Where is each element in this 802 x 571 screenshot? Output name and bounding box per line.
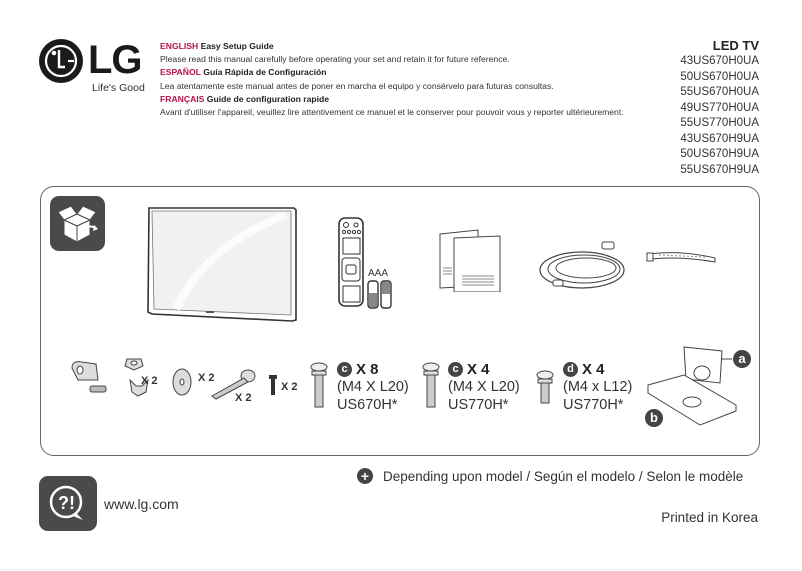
intro-text: Avant d'utiliser l'appareil, veuillez lire attentivement ce manuel et le conserver pour pouvoir vous y reporter ultérieurement. [160,107,624,118]
battery-icon [367,279,393,309]
intro-spanish [160,66,630,92]
guide-title: Guía Rápida de Configuración [203,67,327,78]
lang-label: ESPAÑOL [160,67,201,78]
screw-d-us770h [563,361,632,414]
screw-d-icon [536,370,554,406]
svg-text:?!: ?! [58,493,75,513]
model-number: 50US670H0UA [680,70,759,83]
bracket-clip-icon [68,358,116,398]
screw-spec: (M4 X L20) [337,379,409,395]
screw-quantity: X 8 [356,361,379,378]
screw-c-icon [310,362,328,410]
screw-model: US670H* [337,397,398,413]
guide-title: Easy Setup Guide [200,41,274,51]
guide-title: Guide de configuration rapide [206,93,330,104]
lang-label: FRANÇAIS [160,93,205,104]
battery-label: AAA [368,268,389,279]
bolt-quantity: X 2 [235,392,252,404]
hex-nut-icon [124,356,144,372]
brand-tagline: Life's Good [92,82,145,94]
screw-quantity: X 4 [582,361,605,378]
model-number: 50US670H9UA [680,148,759,160]
small-screw-icon [268,374,278,396]
product-type: LED TV [712,38,759,53]
stand-label-a: a [733,350,751,368]
screw-spec: (M4 X L20) [448,379,520,395]
open-box-icon [50,196,105,251]
model-number: 55US670H9UA [680,163,759,176]
tv-illustration [146,205,298,323]
screw-badge: c [448,362,463,377]
intro-text: Please read this manual carefully before operating your set and retain it for future reference. [160,54,510,65]
screw-c-icon [422,362,440,410]
intro-english [160,40,630,66]
website-link[interactable]: www.lg.com [104,496,179,512]
model-number: 55US670H0UA [680,86,759,98]
screw-spec: (M4 x L12) [563,379,633,395]
model-number: 43US670H9UA [680,132,759,145]
stand-label-b: b [645,409,663,427]
intro-text: Lea atentamente este manual antes de poner en marcha el equipo y consérvelo para futuras consultas. [160,80,554,91]
screw-model: US770H* [563,397,624,413]
model-number: 55US770H0UA [680,117,759,129]
cable-tie-icon [645,248,717,270]
washer-quantity: X 2 [198,372,215,384]
brand-name: LG [88,38,142,82]
screw-c-us770h [448,361,520,414]
help-question-icon [39,476,97,531]
lang-label: ENGLISH [160,41,199,51]
model-note [357,468,743,484]
small-screw-quantity: X 2 [281,381,298,393]
model-number: 43US670H0UA [680,55,759,67]
screw-badge: c [337,362,352,377]
nut-quantity: X 2 [141,375,158,387]
lg-logo-icon [39,39,83,83]
screw-badge: d [563,362,578,377]
intro-french [160,93,630,119]
footer-divider [0,569,802,570]
model-number: 49US770H0UA [680,101,759,114]
washer-icon [172,368,192,396]
intro-section [160,40,630,119]
power-cord-icon [537,240,632,292]
model-list [680,38,759,178]
screw-model: US770H* [448,397,509,413]
remote-control-icon [337,216,369,308]
note-text: Depending upon model / Según el modelo / Selon le modèle [383,468,744,484]
plus-circle-icon: + [357,468,373,484]
manual-booklets-icon [438,228,503,292]
printed-in-label: Printed in Korea [661,510,758,525]
screw-c-us670h [337,361,409,414]
screw-quantity: X 4 [467,361,490,378]
